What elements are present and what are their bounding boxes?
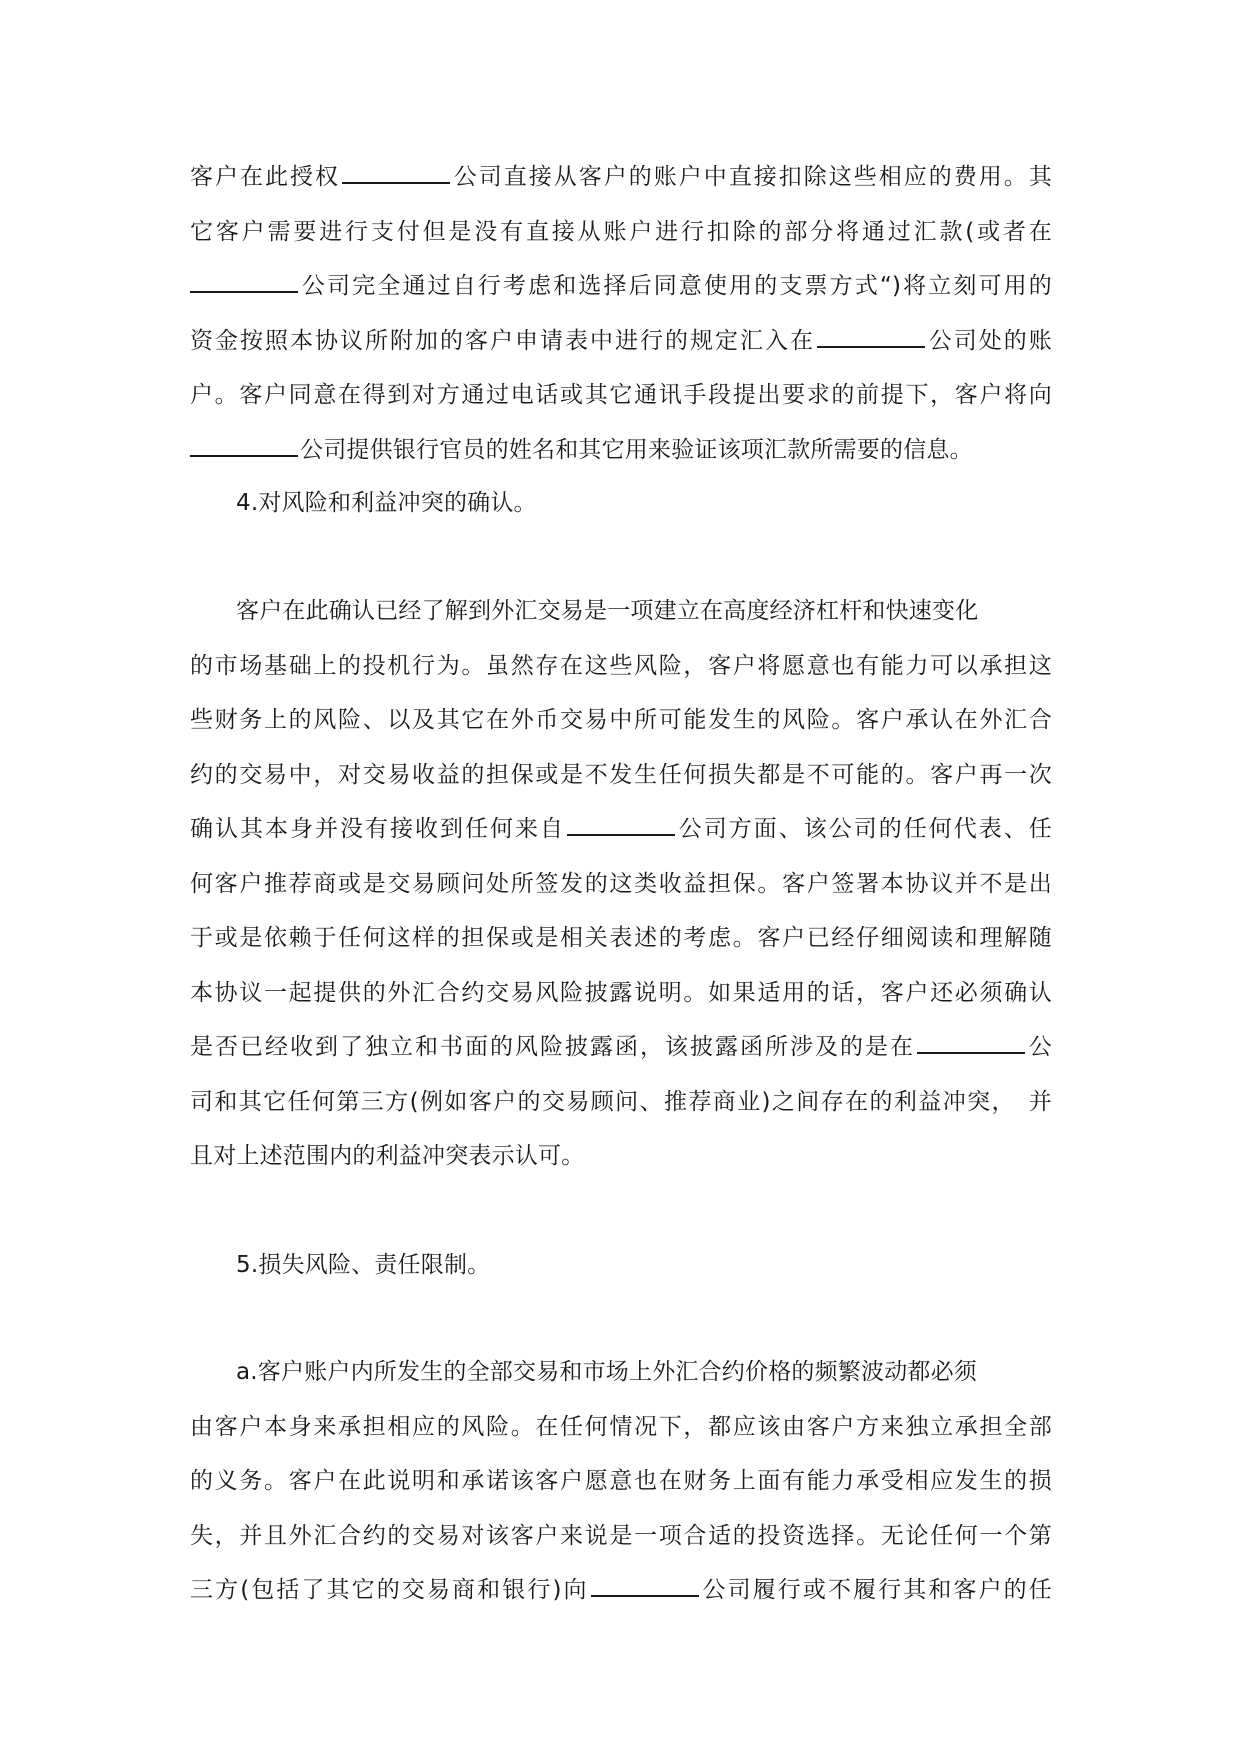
text-line: 的市场基础上的投机行为。虽然存在这些风险，客户将愿意也有能力可以承担这 <box>190 652 1052 679</box>
text-line: 客户在此确认已经了解到外汇交易是一项建立在高度经济杠杆和快速变化 <box>236 598 979 624</box>
section-heading-4: 4.对风险和利益冲突的确认。 <box>236 490 537 516</box>
text-line: 的义务。客户在此说明和承诺该客户愿意也在财务上面有能力承受相应发生的损 <box>190 1468 1052 1494</box>
text-line: 本协议一起提供的外汇合约交易风险披露说明。如果适用的话，客户还必须确认 <box>190 979 1052 1006</box>
text-line: 由客户本身来承担相应的风险。在任何情况下，都应该由客户方来独立承担全部 <box>190 1413 1052 1440</box>
text-line: 司和其它任何第三方(例如客户的交易顾问、推荐商业)之间存在的利益冲突， 并 <box>190 1088 1052 1115</box>
text-line: 且对上述范围内的利益冲突表示认可。 <box>190 1143 585 1169</box>
text-line: 它客户需要进行支付但是没有直接从账户进行扣除的部分将通过汇款(或者在 <box>190 218 1052 245</box>
text-line: 客户在此授权 公司直接从客户的账户中直接扣除这些相应的费用。其 <box>190 164 1052 190</box>
section-heading-5: 5.损失风险、责任限制。 <box>236 1252 491 1278</box>
fill-in-blank <box>567 832 675 836</box>
fill-in-blank <box>190 453 298 457</box>
text-line: 于或是依赖于任何这样的担保或是相关表述的考虑。客户已经仔细阅读和理解随 <box>190 925 1052 951</box>
paragraph-risk-acknowledgement <box>190 584 1052 1184</box>
text-line: 户。客户同意在得到对方通过电话或其它通讯手段提出要求的前提下，客户将向 <box>190 382 1052 408</box>
text-line: 些财务上的风险、以及其它在外币交易中所可能发生的风险。客户承认在外汇合 <box>190 707 1052 733</box>
text-line: 公司提供银行官员的姓名和其它用来验证该项汇款所需要的信息。 <box>190 423 1052 478</box>
paragraph-payment-authorization <box>190 150 1052 477</box>
text-line: a.客户账户内所发生的全部交易和市场上外汇合约价格的频繁波动都必须 <box>236 1359 978 1385</box>
fill-in-blank <box>591 1593 699 1597</box>
fill-in-blank <box>190 289 298 293</box>
paragraph-loss-risk <box>190 1345 1052 1618</box>
fill-in-blank <box>342 180 450 184</box>
text-line: 确认其本身并没有接收到任何来自 公司方面、该公司的任何代表、任 <box>190 816 1053 842</box>
text-line: 三方(包括了其它的交易商和银行)向 公司履行或不履行其和客户的任 <box>190 1577 1052 1603</box>
text-line: 失，并且外汇合约的交易对该客户来说是一项合适的投资选择。无论任何一个第 <box>190 1522 1052 1549</box>
text-line: 约的交易中，对交易收益的担保或是不发生任何损失都是不可能的。客户再一次 <box>190 761 1052 788</box>
fill-in-blank <box>817 344 925 348</box>
text-line: 公司完全通过自行考虑和选择后同意使用的支票方式“)将立刻可用的 <box>190 259 1052 314</box>
text-line: 资金按照本协议所附加的客户申请表中进行的规定汇入在 公司处的账 <box>190 327 1053 354</box>
text-line: 何客户推荐商或是交易顾问处所签发的这类收益担保。客户签署本协议并不是出 <box>190 870 1052 897</box>
fill-in-blank <box>917 1050 1025 1054</box>
text-line: 是否已经收到了独立和书面的风险披露函，该披露函所涉及的是在 公 <box>190 1034 1052 1060</box>
